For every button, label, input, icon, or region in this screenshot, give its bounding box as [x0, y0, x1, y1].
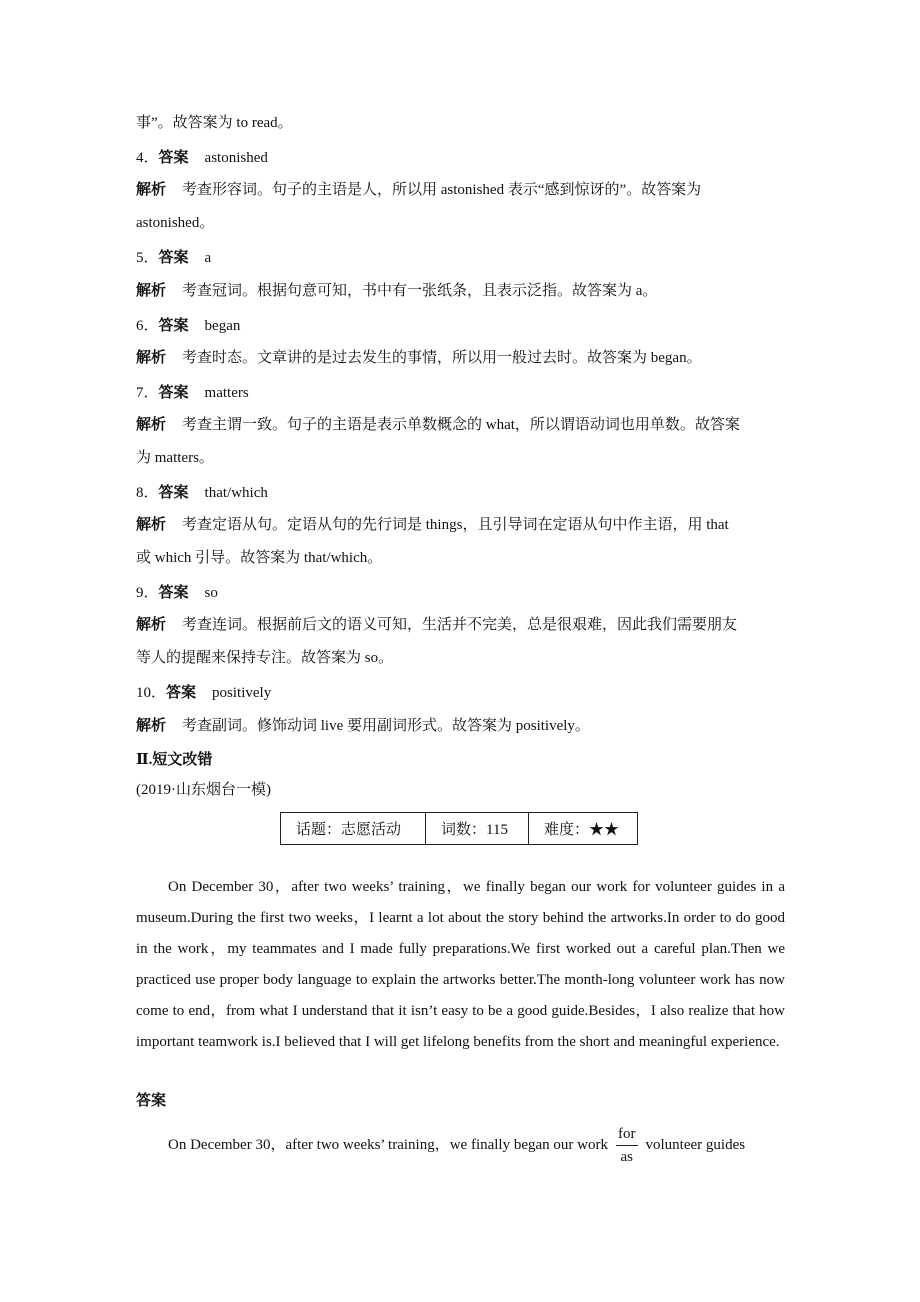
answer-4 — [136, 148, 268, 168]
analysis-label: 解析 — [136, 350, 167, 366]
answer-label: 答案 — [158, 585, 189, 601]
analysis-text: 考查主谓一致。句子的主语是表示单数概念的 what，所以谓语动词也用单数。故答案 — [182, 417, 740, 433]
answer-7 — [136, 383, 249, 403]
correction-after: volunteer guides — [645, 1137, 746, 1153]
answer-value: a — [204, 250, 212, 266]
question-number: 9． — [136, 585, 159, 601]
analysis-text: 考查连词。根据前后文的语义可知，生活并不完美，总是很艰难，因此我们需要朋友 — [182, 617, 738, 633]
wrong-word: for — [616, 1126, 638, 1146]
analysis-5 — [136, 281, 657, 301]
answer-label: 答案 — [158, 385, 189, 401]
topic-cell: 话题：志愿活动 — [281, 813, 426, 844]
answer-value: matters — [204, 385, 249, 401]
answer-10 — [136, 683, 271, 703]
analysis-label: 解析 — [136, 617, 167, 633]
answer-value: positively — [212, 685, 272, 701]
correction-line — [168, 1122, 745, 1168]
info-table — [280, 812, 638, 845]
analysis-label: 解析 — [136, 718, 167, 734]
answer-value: so — [204, 585, 218, 601]
difficulty-cell: 难度：★★ — [544, 822, 620, 838]
continuation-line: 事”。故答案为 to read。 — [136, 115, 293, 131]
correction-mark — [616, 1126, 638, 1166]
analysis-6 — [136, 348, 702, 368]
question-number: 4． — [136, 150, 159, 166]
question-number: 8． — [136, 485, 159, 501]
answer-label: 答案 — [166, 685, 197, 701]
analysis-9-cont: 等人的提醒来保持专注。故答案为 so。 — [136, 650, 394, 666]
analysis-label: 解析 — [136, 517, 167, 533]
answer-5 — [136, 248, 211, 268]
analysis-8-cont: 或 which 引导。故答案为 that/which。 — [136, 550, 383, 566]
answer-label: 答案 — [158, 485, 189, 501]
analysis-label: 解析 — [136, 417, 167, 433]
answer-label: 答案 — [158, 318, 189, 334]
answer-6 — [136, 316, 240, 336]
word-count-cell: 词数：115 — [426, 813, 529, 844]
answer-9 — [136, 583, 218, 603]
analysis-text: 考查时态。文章讲的是过去发生的事情，所以用一般过去时。故答案为 began。 — [182, 350, 702, 366]
section-source: (2019·山东烟台一模) — [136, 782, 271, 798]
correct-word: as — [620, 1148, 633, 1165]
analysis-text: 考查定语从句。定语从句的先行词是 things，且引导词在定语从句中作主语，用 that — [182, 517, 729, 533]
analysis-label: 解析 — [136, 283, 167, 299]
analysis-text: 考查冠词。根据句意可知，书中有一张纸条，且表示泛指。故答案为 a。 — [182, 283, 658, 299]
passage: On December 30，after two weeks’ training，we finally began our work for volunteer guides in a museum.During the first two weeks，I learnt a lot about the story behind the artworks.In order to do good in the work，my teammates and I made fully preparations.We first worked out a careful plan.Then we practiced use proper body language to explain the artworks better.The month-long volunteer work has now come to end，from what I understand that it isn’t easy to be a good guide.Besides，I also realize that how important teamwork is.I believed that I will get lifelong benefits from the short and meaningful experience. — [136, 879, 785, 1050]
correction-before: On December 30，after two weeks’ training，we finally began our work — [168, 1137, 608, 1153]
analysis-7-cont: 为 matters。 — [136, 450, 214, 466]
analysis-8 — [136, 515, 729, 535]
question-number: 6． — [136, 318, 159, 334]
analysis-4-cont: astonished。 — [136, 215, 215, 231]
answer-heading: 答案 — [136, 1093, 167, 1109]
section-heading: Ⅱ.短文改错 — [136, 752, 213, 768]
question-number: 5． — [136, 250, 159, 266]
answer-label: 答案 — [158, 250, 189, 266]
answer-label: 答案 — [158, 150, 189, 166]
analysis-text: 考查副词。修饰动词 live 要用副词形式。故答案为 positively。 — [182, 718, 590, 734]
question-number: 10． — [136, 685, 167, 701]
analysis-9 — [136, 615, 737, 635]
question-number: 7． — [136, 385, 159, 401]
answer-8 — [136, 483, 268, 503]
answer-value: that/which — [204, 485, 268, 501]
answer-value: astonished — [204, 150, 268, 166]
answer-value: began — [204, 318, 241, 334]
analysis-4 — [136, 180, 701, 200]
analysis-10 — [136, 716, 590, 736]
analysis-7 — [136, 415, 740, 435]
analysis-text: 考查形容词。句子的主语是人，所以用 astonished 表示“感到惊讶的”。故答案为 — [182, 182, 702, 198]
analysis-label: 解析 — [136, 182, 167, 198]
